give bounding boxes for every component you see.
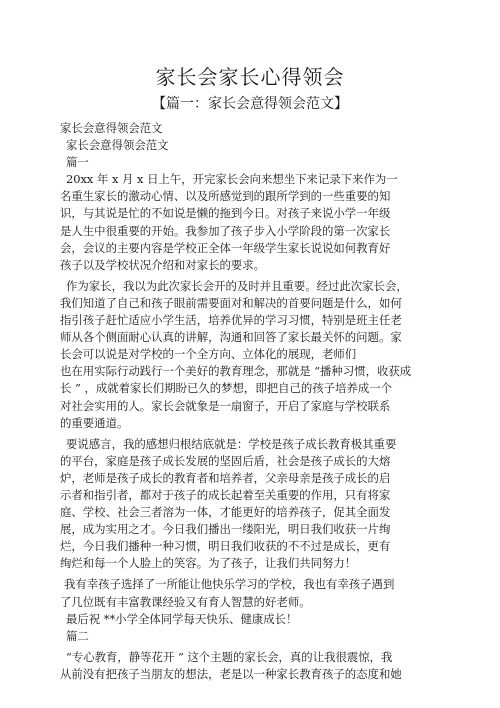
text-line: 长 ” ，成就着家长们期盼已久的梦想，即把自己的孩子培养成一个 [60, 381, 393, 396]
text-line: 会，会议的主要内容是学校正全体一年级学生家长说说如何教育好 [60, 240, 391, 255]
text-line: 的平台，家庭是孩子成长发展的坚固后盾，社会是孩子成长的大熔 [60, 453, 391, 468]
text-line: 家长会意得领会范文 [66, 138, 169, 153]
text-line: 庭、学校、社会三者溶为一体，才能更好的培养孩子，促其全面发 [60, 505, 391, 520]
text-line: 师从各个侧面耐心认真的讲解，沟通和回答了家长最关怀的问题。家 [60, 330, 402, 345]
text-line: 20xx 年 x 月 x 日上午，开完家长会向来想坐下来记录下来作为一 [66, 172, 398, 187]
text-line: 名重生家长的激动心情、以及所感觉到的跟所学到的一些重要的知 [60, 189, 391, 204]
text-line: 示者和指引者，都对于孩子的成长起着至关重要的作用，只有将家 [60, 487, 391, 502]
text-line: 烂，今日我们播种一种习惯，明日我们收获的不不过是成长，更有 [60, 539, 391, 554]
text-line: 展，成为实用之才。今日我们播出一缕阳光，明日我们收获一片绚 [60, 522, 391, 537]
document-title: 家长会家长心得领会 [155, 65, 345, 89]
document-body [60, 120, 460, 683]
text-line: 了几位既有丰富教课经验又有育人智慧的好老师。 [60, 594, 311, 609]
text-line: 从前没有把孩子当朋友的想法，老是以一种家长教育孩子的态度和她 [60, 666, 402, 681]
text-line: 的重要通道。 [60, 415, 129, 430]
text-line: 长会可以说是对学校的一个全方向、立体化的展现，老师们 [60, 347, 357, 362]
text-line: 是人生中很重要的开始。我参加了孩子步入小学阶段的第一次家长 [60, 223, 391, 238]
text-line: 要说感言，我的感想归根结底就是：学校是孩子成长教育极其重要 [66, 436, 397, 451]
text-line: 作为家长，我以为此次家长会开的及时并且重要。经过此次家长会， [66, 278, 408, 293]
text-line: 我有幸孩子选择了一所能让他快乐学习的学校，我也有幸孩子遇到 [64, 577, 395, 592]
text-line: 炉，老师是孩子成长的教育者和培养者，父亲母亲是孩子成长的启 [60, 470, 391, 485]
text-line: 孩子以及学校状况介绍和对家长的要求。 [60, 257, 266, 272]
text-line: 指引孩子赶忙适应小学生活，培养优异的学习习惯，特别是班主任老 [60, 313, 402, 328]
text-line: 家长会意得领会范文 [60, 121, 163, 135]
text-line: 对社会实用的人。家长会就象是一扇窗子，开启了家庭与学校联系 [60, 398, 391, 413]
document-subtitle: 【篇一：家长会意得领会范文】 [152, 96, 348, 112]
text-line: 识，与其说是忙的不如说是懒的拖到今日。对孩子来说小学一年级 [60, 206, 391, 221]
text-line: 篇二 [66, 628, 89, 643]
text-line: 我们知道了自己和孩子眼前需要面对和解决的首要问题是什么，如何 [60, 295, 402, 310]
text-line: 篇一 [66, 155, 89, 170]
text-line: “专心教育，静等花开 ” 这个主题的家长会，真的让我很震惊，我 [66, 649, 393, 664]
text-line: 绚烂和每一个人脸上的笑容。为了孩子，让我们共同努力！ [60, 556, 357, 571]
text-line: 最后祝 **小学全体同学每天快乐、健康成长！ [66, 611, 298, 626]
text-line: 也在用实际行动践行一个美好的教育理念，那就是 “播种习惯，收获成 [60, 364, 412, 379]
